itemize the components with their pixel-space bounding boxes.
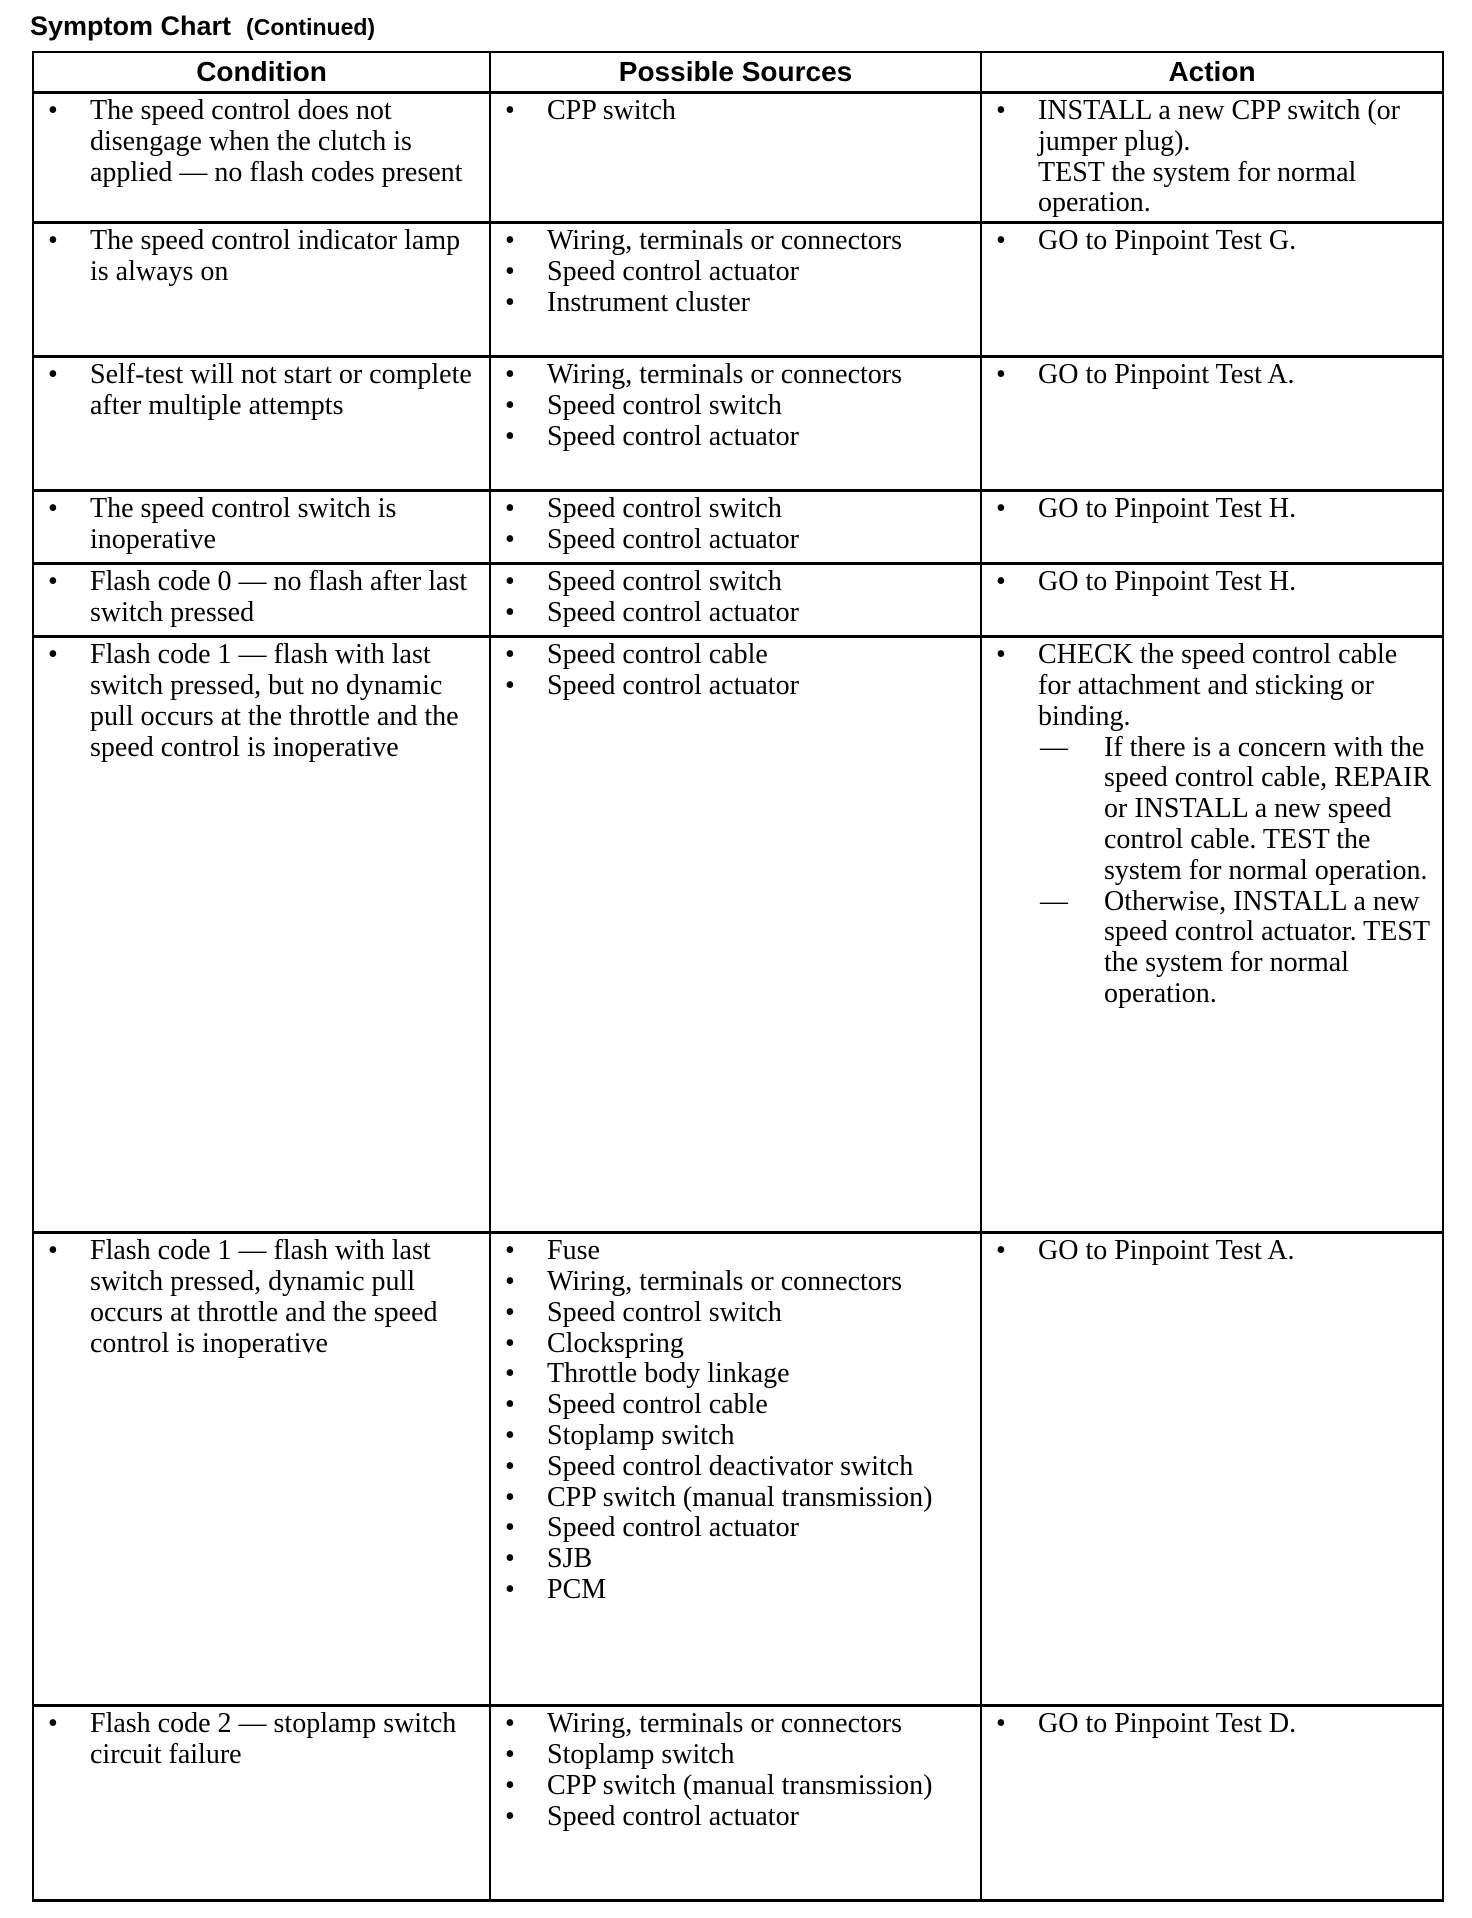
source-item: • Fuse: [503, 1236, 972, 1267]
source-item: • Speed control actuator: [503, 525, 972, 556]
page-title: [30, 6, 375, 47]
table-row: [33, 564, 1443, 637]
source-item: • Throttle body linkage: [503, 1359, 972, 1390]
condition-cell: [33, 637, 490, 1233]
condition-text: • Self-test will not start or complete after multiple attempts: [46, 360, 481, 422]
symptom-chart-table: [32, 51, 1444, 1902]
action-text: INSTALL a new CPP switch (or jumper plug).: [1038, 95, 1400, 157]
header-action: Action: [981, 52, 1443, 93]
source-item: • Speed control deactivator switch: [503, 1452, 972, 1483]
action-item: [994, 640, 1434, 1010]
action-text: • GO to Pinpoint Test H.: [994, 494, 1434, 525]
source-item: • Speed control switch: [503, 391, 972, 422]
condition-text: • Flash code 2 — stoplamp switch circuit failure: [46, 1709, 481, 1771]
condition-cell: [33, 93, 490, 223]
condition-text: • The speed control switch is inoperative: [46, 494, 481, 556]
sources-cell: [490, 1706, 981, 1901]
sources-cell: [490, 564, 981, 637]
sources-cell: [490, 223, 981, 357]
action-text: • GO to Pinpoint Test A.: [994, 360, 1434, 391]
source-item: • Speed control actuator: [503, 1802, 972, 1833]
source-item: • Wiring, terminals or connectors: [503, 226, 972, 257]
action-cell: [981, 637, 1443, 1233]
table-row: [33, 223, 1443, 357]
source-item: • Speed control cable: [503, 1390, 972, 1421]
page-title-suffix: (Continued): [246, 14, 376, 40]
page-title-text: Symptom Chart: [30, 11, 232, 41]
source-item: • SJB: [503, 1544, 972, 1575]
source-item: • Wiring, terminals or connectors: [503, 1709, 972, 1740]
source-item: • Speed control actuator: [503, 422, 972, 453]
condition-text: • Flash code 1 — flash with last switch pressed, dynamic pull occurs at throttle and the speed control is inoperative: [46, 1236, 481, 1359]
condition-cell: [33, 223, 490, 357]
source-item: • Speed control actuator: [503, 671, 972, 702]
sources-cell: [490, 491, 981, 564]
source-item: • Wiring, terminals or connectors: [503, 1267, 972, 1298]
header-condition: Condition: [33, 52, 490, 93]
source-item: • Wiring, terminals or connectors: [503, 360, 972, 391]
table-row: [33, 1706, 1443, 1901]
action-text: • GO to Pinpoint Test A.: [994, 1236, 1434, 1267]
action-subitems: [1038, 733, 1434, 1010]
condition-cell: [33, 1233, 490, 1706]
header-row: [33, 52, 1443, 93]
source-item: • Speed control switch: [503, 1298, 972, 1329]
sources-cell: [490, 93, 981, 223]
source-item: • Speed control actuator: [503, 598, 972, 629]
source-item: • Instrument cluster: [503, 288, 972, 319]
source-item: • CPP switch (manual transmission): [503, 1771, 972, 1802]
action-cell: [981, 1233, 1443, 1706]
condition-cell: [33, 491, 490, 564]
action-subitem: — If there is a concern with the speed control cable, REPAIR or INSTALL a new speed control cable. TEST the system for normal operation.: [1038, 733, 1434, 887]
action-text: CHECK the speed control cable for attachment and sticking or binding.: [1038, 639, 1398, 732]
condition-text: • The speed control indicator lamp is always on: [46, 226, 481, 288]
source-item: • Stoplamp switch: [503, 1421, 972, 1452]
action-subitem: — Otherwise, INSTALL a new speed control actuator. TEST the system for normal operation.: [1038, 887, 1434, 1010]
condition-cell: [33, 357, 490, 491]
condition-cell: [33, 564, 490, 637]
condition-cell: [33, 1706, 490, 1901]
header-possible-sources: Possible Sources: [490, 52, 981, 93]
condition-text: • The speed control does not disengage when the clutch is applied — no flash codes present: [46, 96, 481, 188]
action-item: [994, 96, 1434, 219]
table-row: [33, 1233, 1443, 1706]
condition-text: • Flash code 1 — flash with last switch pressed, but no dynamic pull occurs at the throttle and the speed control is inoperative: [46, 640, 481, 763]
table-row: [33, 637, 1443, 1233]
action-cell: [981, 223, 1443, 357]
source-item: • Clockspring: [503, 1329, 972, 1360]
action-cell: [981, 1706, 1443, 1901]
table-row: [33, 491, 1443, 564]
source-item: • CPP switch (manual transmission): [503, 1483, 972, 1514]
table-row: [33, 93, 1443, 223]
action-text: • GO to Pinpoint Test H.: [994, 567, 1434, 598]
source-item: • CPP switch: [503, 96, 972, 127]
action-text: • GO to Pinpoint Test D.: [994, 1709, 1434, 1740]
sources-cell: [490, 357, 981, 491]
source-item: • Speed control switch: [503, 494, 972, 525]
source-item: • Speed control switch: [503, 567, 972, 598]
action-cell: [981, 491, 1443, 564]
action-cell: [981, 357, 1443, 491]
source-item: • PCM: [503, 1575, 972, 1606]
action-cell: [981, 564, 1443, 637]
action-extra-text: TEST the system for normal operation.: [1038, 156, 1357, 219]
source-item: • Speed control actuator: [503, 1513, 972, 1544]
sources-cell: [490, 637, 981, 1233]
condition-text: • Flash code 0 — no flash after last switch pressed: [46, 567, 481, 629]
action-text: • GO to Pinpoint Test G.: [994, 226, 1434, 257]
table-row: [33, 357, 1443, 491]
action-cell: [981, 93, 1443, 223]
source-item: • Speed control cable: [503, 640, 972, 671]
source-item: • Stoplamp switch: [503, 1740, 972, 1771]
source-item: • Speed control actuator: [503, 257, 972, 288]
sources-cell: [490, 1233, 981, 1706]
